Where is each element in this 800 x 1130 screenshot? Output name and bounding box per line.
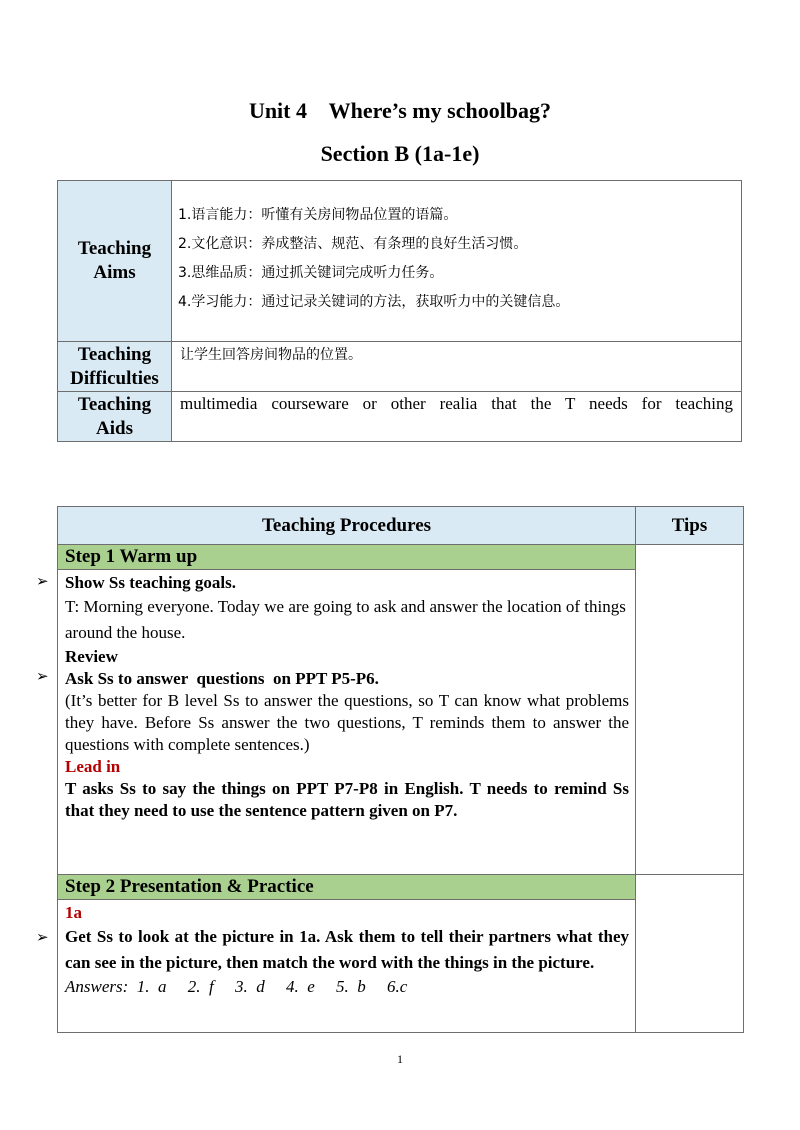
aids-label: Teaching Aids xyxy=(58,392,172,442)
procedures-header: Teaching Procedures xyxy=(58,507,636,545)
aids-row xyxy=(58,392,742,442)
aims-row xyxy=(58,181,742,342)
step1-title: Step 1 Warm up xyxy=(58,545,635,570)
teaching-procedures-table xyxy=(57,506,744,1033)
aim-item: 2.文化意识：养成整洁、规范、有条理的良好生活习惯。 xyxy=(178,236,528,252)
step1-tips-cell xyxy=(636,545,744,875)
aids-text: multimedia courseware or other realia that the T needs for teaching xyxy=(180,394,733,413)
arrow-bullet-icon: ➢ xyxy=(36,928,49,946)
review-note: (It’s better for B level Ss to answer the questions, so T can know what problems they have. Before Ss answer the two questions, T reminds them to answer the questions with complete sentences.) xyxy=(65,691,629,754)
document-subtitle: Section B (1a-1e) xyxy=(320,141,480,166)
lead-in-task: T asks Ss to say the things on PPT P7-P8 in English. T needs to remind Ss that they need to use the sentence pattern given on P7. xyxy=(65,779,629,820)
step1-content xyxy=(58,570,635,822)
goal-heading: Show Ss teaching goals. xyxy=(65,573,236,592)
aims-list xyxy=(172,181,741,323)
answers-1a: Answers: 1. a 2. f 3. d 4. e 5. b 6.c xyxy=(65,977,408,996)
step2-tips-cell xyxy=(636,875,744,1033)
aims-cell xyxy=(172,181,742,342)
task-1a: Get Ss to look at the picture in 1a. Ask them to tell their partners what they can see in the picture, then match the word with the things in the picture. xyxy=(65,927,629,972)
aids-cell xyxy=(172,392,742,442)
aim-item: 3.思维品质：通过抓关键词完成听力任务。 xyxy=(178,265,444,281)
step2-content xyxy=(58,900,635,998)
review-task: Ask Ss to answer questions on PPT P5-P6. xyxy=(65,669,379,688)
procedures-header-row xyxy=(58,507,744,545)
teaching-info-table xyxy=(57,180,742,442)
arrow-bullet-icon: ➢ xyxy=(36,572,49,590)
difficulties-cell xyxy=(172,342,742,392)
aims-label: Teaching Aims xyxy=(58,181,172,342)
difficulties-text: 让学生回答房间物品的位置。 xyxy=(180,347,362,363)
step2-row xyxy=(58,875,744,1033)
difficulties-row xyxy=(58,342,742,392)
arrow-bullet-icon: ➢ xyxy=(36,667,49,685)
label-1a: 1a xyxy=(65,903,82,922)
review-heading: Review xyxy=(65,647,118,666)
aim-item: 4.学习能力：通过记录关键词的方法，获取听力中的关键信息。 xyxy=(178,294,570,310)
difficulties-label: Teaching Difficulties xyxy=(58,342,172,392)
step2-cell xyxy=(58,875,636,1033)
page-number: 1 xyxy=(397,1052,403,1066)
step1-row xyxy=(58,545,744,875)
teacher-line: T: Morning everyone. Today we are going to ask and answer the location of things around the house. xyxy=(65,597,626,642)
tips-header: Tips xyxy=(636,507,744,545)
step2-title: Step 2 Presentation & Practice xyxy=(58,875,635,900)
aim-item: 1.语言能力：听懂有关房间物品位置的语篇。 xyxy=(178,207,458,223)
document-title: Unit 4 Where’s my schoolbag? xyxy=(248,98,552,123)
lead-in-heading: Lead in xyxy=(65,757,121,776)
step1-cell xyxy=(58,545,636,875)
